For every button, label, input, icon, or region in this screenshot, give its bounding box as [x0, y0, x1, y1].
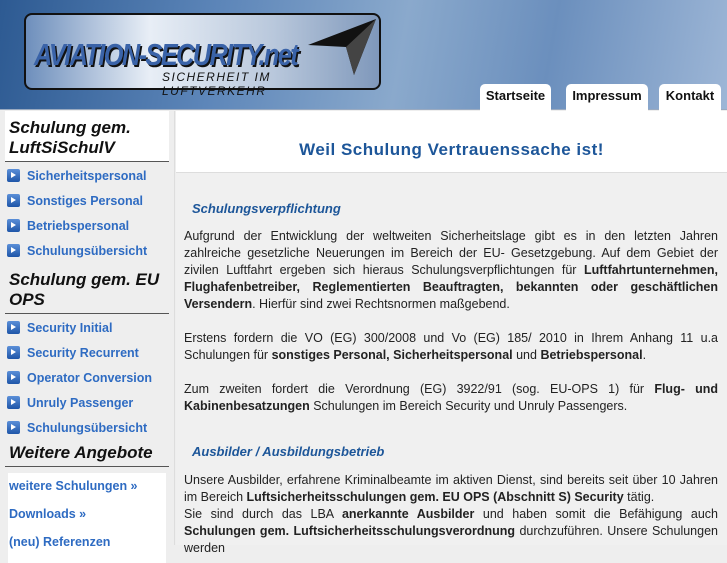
sidebar-item-sicherheitspersonal[interactable] [0, 163, 174, 188]
paragraph: Zum zweiten fordert die Verordnung (EG) 3922/91 (sog. EU-OPS 1) für Flug- und Kabinenbesatzungen Schulungen im Bereich Security und Unruly Passengers. [184, 382, 719, 413]
arrow-bullet-icon [7, 321, 20, 334]
sidebar-item-security-initial[interactable] [0, 315, 174, 340]
sidebar-item-label: Betriebspersonal [27, 218, 130, 233]
arrow-bullet-icon [7, 244, 20, 257]
sidebar-item-schulungsuebersicht-2[interactable] [0, 415, 174, 440]
sidebar-heading-luftsischulv: Schulung gem. LuftSiSchulV [5, 111, 169, 162]
sidebar-item-betriebspersonal[interactable] [0, 213, 174, 238]
sidebar-item-label: Operator Conversion [27, 370, 153, 385]
sidebar-item-label: Security Recurrent [27, 345, 139, 360]
paragraph: Unsere Ausbilder, erfahrene Kriminalbeamte im aktiven Dienst, sind bereits seit über 10 Jahren im Bereich Luftsicherheitsschulungen gem. EU OPS (Abschnitt S) Security tätig. [184, 473, 718, 504]
arrow-bullet-icon [7, 219, 20, 232]
arrow-bullet-icon [7, 371, 20, 384]
link-downloads[interactable]: Downloads » [9, 507, 87, 521]
sidebar-item-operator-conversion[interactable] [0, 365, 174, 390]
sidebar-item-label: Schulungsübersicht [27, 420, 148, 435]
sidebar [0, 111, 175, 549]
sidebar-item-label: Unruly Passenger [27, 395, 134, 410]
more-links [8, 473, 166, 563]
site-logo[interactable] [24, 13, 381, 98]
tab-impressum[interactable]: Impressum [566, 84, 648, 111]
sidebar-item-security-recurrent[interactable] [0, 340, 174, 365]
arrow-bullet-icon [7, 421, 20, 434]
paragraph: Erstens fordern die VO (EG) 300/2008 und Vo (EG) 185/ 2010 in Ihrem Anhang 11 u.a Schulungen für sonstiges Personal, Sicherheitspersonal und Betriebspersonal. [184, 331, 718, 362]
logo-subtitle: SICHERHEIT IM LUFTVERKEHR [162, 70, 271, 98]
sidebar-item-label: Sonstiges Personal [27, 193, 144, 208]
heading-ausbilder: Ausbilder / Ausbildungsbetrieb [192, 444, 385, 459]
sidebar-heading-weitere-angebote: Weitere Angebote [5, 440, 169, 467]
heading-schulungsverpflichtung: Schulungsverpflichtung [192, 201, 341, 216]
tab-kontakt[interactable]: Kontakt [659, 84, 721, 111]
arrow-bullet-icon [7, 169, 20, 182]
tab-startseite[interactable]: Startseite [480, 84, 551, 111]
sidebar-item-label: Security Initial [27, 320, 113, 335]
sidebar-item-label: Sicherheitspersonal [27, 168, 147, 183]
paragraph: Aufgrund der Entwicklung der weltweiten Sicherheitslage gibt es in den letzten Jahren zahlreiche gesetzliche Neuerungen im Bereich der EU- Gesetzgebung. Auf dem Gebiet der zivilen Luftfahrt ergeben sich hieraus Schulungsverpflichtungen für Luftfahrtunternehmen, Flughafenbetreiber, Reglementierten Beauftragten, bekannten oder geschäftlichen Versendern. Hierfür sind zwei Rechtsnormen maßgebend. [184, 229, 718, 311]
paragraph: Sie sind durch das LBA anerkannte Ausbilder und haben somit die Befähigung auch Schulungen gem. Luftsicherheitsschulungsverordnung durchzuführen. Unsere Schulungen werden [184, 507, 718, 555]
page-title: Weil Schulung Vertrauenssache ist! [176, 111, 727, 173]
arrow-bullet-icon [7, 194, 20, 207]
header [0, 0, 727, 110]
link-weitere-schulungen[interactable]: weitere Schulungen » [9, 479, 138, 493]
arrow-bullet-icon [7, 396, 20, 409]
sidebar-item-unruly-passenger[interactable] [0, 390, 174, 415]
arrow-bullet-icon [7, 346, 20, 359]
sidebar-item-schulungsuebersicht-1[interactable] [0, 238, 174, 263]
sidebar-heading-eu-ops: Schulung gem. EU OPS [5, 263, 169, 314]
sidebar-item-sonstiges-personal[interactable] [0, 188, 174, 213]
link-referenzen[interactable]: (neu) Referenzen [9, 535, 111, 549]
plane-arrow-icon [306, 17, 376, 77]
sidebar-item-label: Schulungsübersicht [27, 243, 148, 258]
main-content [176, 111, 727, 555]
logo-title: AVIATION-SECURITY.net [34, 37, 298, 72]
